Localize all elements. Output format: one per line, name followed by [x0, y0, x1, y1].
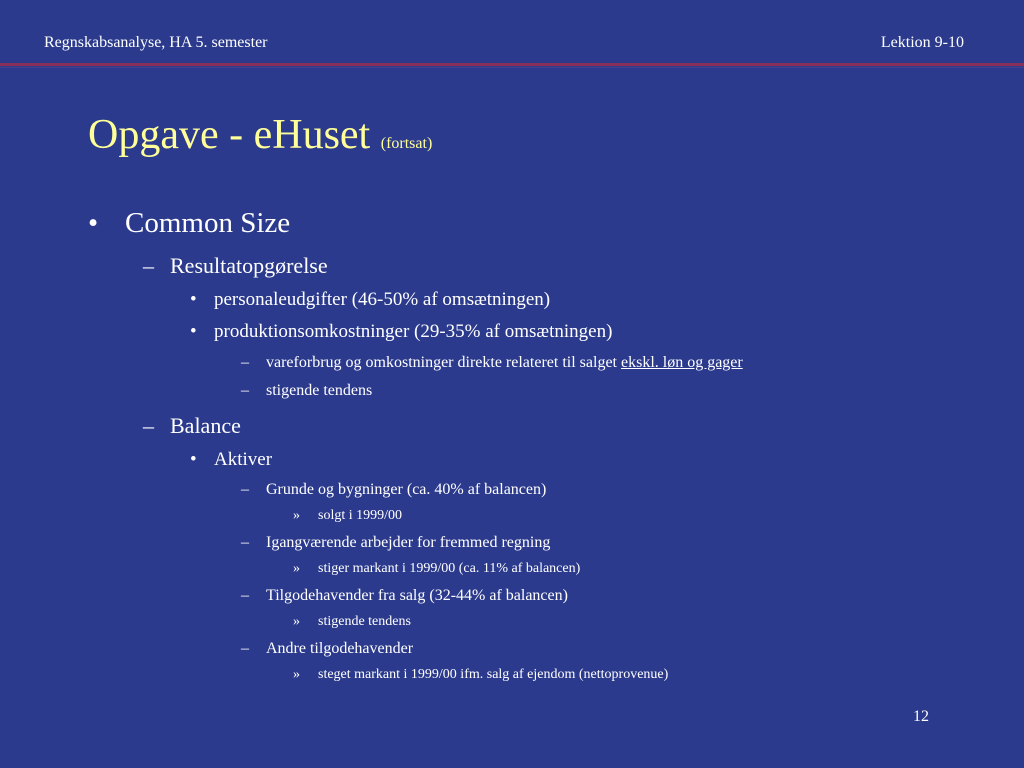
dash-marker: –	[241, 640, 249, 657]
bullet-marker: •	[88, 207, 99, 239]
bullet-marker: •	[190, 321, 197, 342]
outline-stigende-1: stigende tendens	[266, 382, 373, 399]
bullet-marker: •	[190, 289, 197, 310]
slide-title-sub: (fortsat)	[380, 135, 433, 152]
raquo-marker: »	[293, 561, 300, 576]
dash-marker: –	[143, 413, 154, 438]
outline-resultat: Resultatopgørelse	[170, 253, 328, 278]
outline-tilgode: Tilgodehavender fra salg (32-44% af balancen)	[266, 587, 568, 604]
header-divider	[0, 63, 1024, 66]
outline-stiger: stiger markant i 1999/00 (ca. 11% af balancen)	[318, 561, 581, 576]
page-number: 12	[913, 708, 929, 725]
outline-grunde: Grunde og bygninger (ca. 40% af balancen)	[266, 481, 547, 498]
dash-marker: –	[241, 382, 249, 399]
dash-marker: –	[241, 481, 249, 498]
header-lecture-label: Lektion 9-10	[880, 34, 964, 51]
outline-andre: Andre tilgodehavender	[266, 640, 414, 657]
outline-produktion: produktionsomkostninger (29-35% af omsætningen)	[214, 321, 613, 342]
dash-marker: –	[241, 587, 249, 604]
outline-balance: Balance	[170, 413, 241, 438]
vareforbrug-text: vareforbrug og omkostninger direkte relateret til salget	[266, 354, 621, 371]
outline-igang: Igangværende arbejder for fremmed regning	[266, 534, 551, 551]
dash-marker: –	[143, 253, 154, 278]
outline-aktiver: Aktiver	[214, 449, 273, 470]
vareforbrug-underlined: ekskl. løn og gager	[620, 354, 743, 371]
raquo-marker: »	[293, 508, 300, 523]
slide-title	[88, 111, 432, 168]
dash-marker: –	[241, 534, 249, 551]
header-course-title: Regnskabsanalyse, HA 5. semester	[44, 34, 268, 51]
slide-title-main: Opgave - eHuset	[88, 112, 371, 158]
raquo-marker: »	[293, 667, 300, 682]
header-divider-thin	[0, 67, 1024, 68]
outline-stigende-2: stigende tendens	[318, 614, 411, 629]
raquo-marker: »	[293, 614, 300, 629]
outline-vareforbrug	[266, 354, 743, 372]
outline-solgt: solgt i 1999/00	[318, 508, 403, 523]
outline-steget: steget markant i 1999/00 ifm. salg af ejendom (nettoprovenue)	[318, 667, 669, 682]
outline-personale: personaleudgifter (46-50% af omsætningen)	[214, 289, 551, 310]
bullet-marker: •	[190, 449, 197, 470]
outline-common-size: Common Size	[125, 207, 291, 239]
dash-marker: –	[241, 354, 249, 371]
